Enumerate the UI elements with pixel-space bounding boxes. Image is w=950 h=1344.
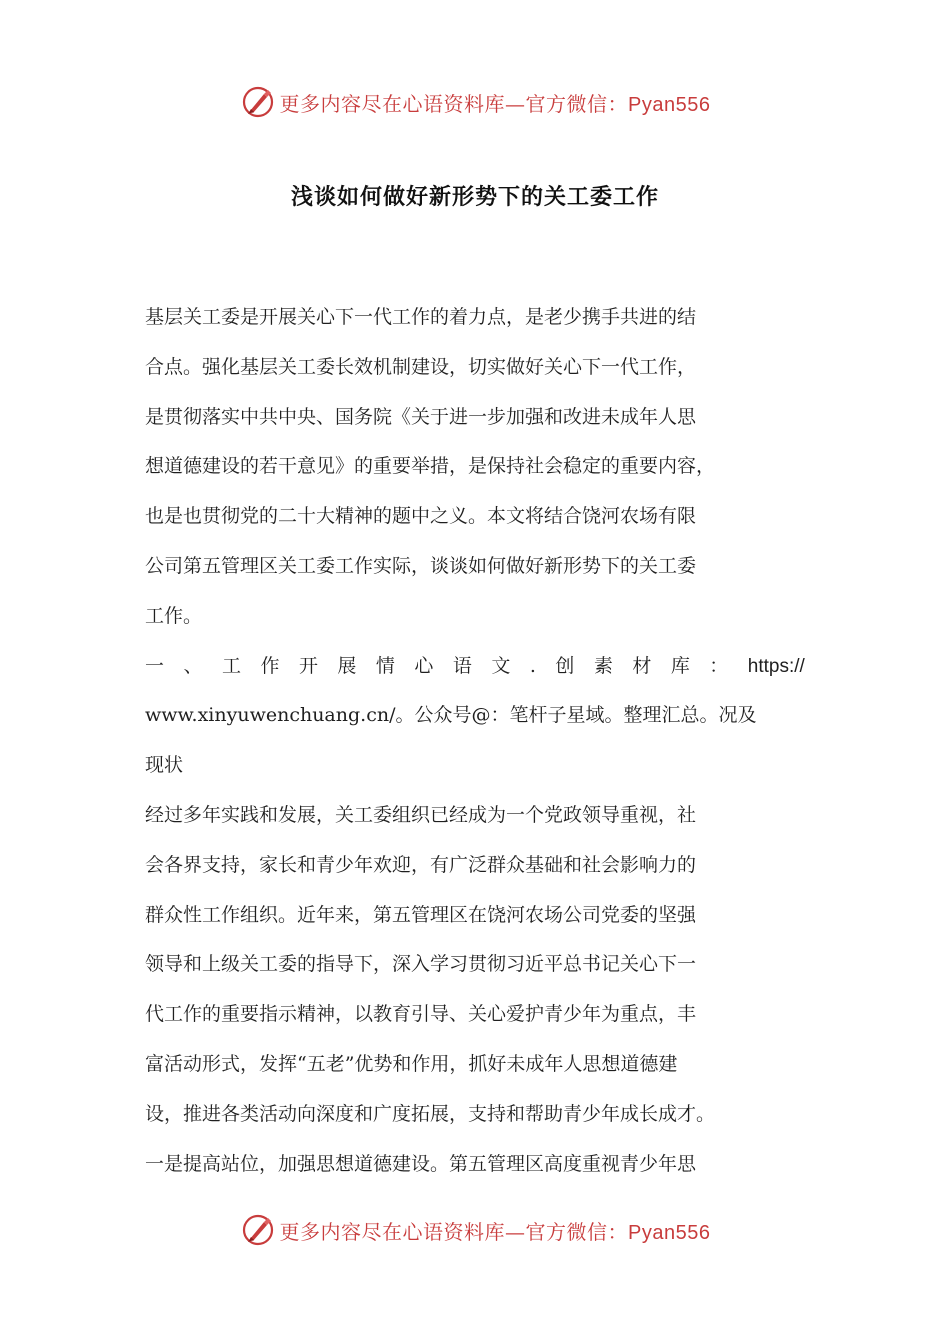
banner-separator: — — [505, 91, 526, 116]
banner-contact-label: 官方微信： — [525, 1219, 629, 1244]
section-heading-line: 现状 — [145, 754, 184, 777]
pen-logo-icon — [240, 84, 276, 120]
paragraph-line: 想道德建设的若干意见》的重要举措，是保持社会稳定的重要内容， — [145, 455, 716, 478]
paragraph-line: 一是提高站位，加强思想道德建设。第五管理区高度重视青少年思 — [145, 1152, 697, 1175]
paragraph-line: 经过多年实践和发展，关工委组织已经成为一个党政领导重视，社 — [145, 803, 697, 826]
paragraph-line: 会各界支持，家长和青少年欢迎，有广泛群众基础和社会影响力的 — [145, 853, 697, 876]
paragraph-line: 领导和上级关工委的指导下，深入学习贯彻习近平总书记关心下一 — [145, 953, 697, 976]
paragraph-line: 也是也贯彻党的二十大精神的题中之义。本文将结合饶河农场有限 — [145, 505, 697, 528]
paragraph-line: 公司第五管理区关工委工作实际，谈谈如何做好新形势下的关工委 — [145, 554, 697, 577]
paragraph-line: 群众性工作组织。近年来，第五管理区在饶河农场公司党委的坚强 — [145, 903, 697, 926]
banner-text — [280, 88, 711, 117]
document-body — [145, 293, 805, 1189]
section-heading-line: www.xinyuwenchuang.cn/。公众号@：笔杆子星域。整理汇总。况及 — [145, 704, 757, 727]
banner-contact-id: Pyan556 — [628, 93, 711, 116]
pen-logo-icon — [240, 1212, 276, 1248]
banner-slogan: 更多内容尽在心语资料库 — [279, 1219, 506, 1244]
paragraph-line: 代工作的重要指示精神，以教育引导、关心爱护青少年为重点，丰 — [145, 1003, 697, 1026]
banner-contact-id: Pyan556 — [628, 1221, 711, 1244]
paragraph-line: 是贯彻落实中共中央、国务院《关于进一步加强和改进未成年人思 — [145, 405, 697, 428]
url-text: https:// — [747, 655, 805, 677]
footer-watermark-banner — [0, 1208, 950, 1252]
paragraph-line: 工作。 — [145, 604, 203, 627]
paragraph-line: 设，推进各类活动向深度和广度拓展，支持和帮助青少年成长成才。 — [145, 1102, 716, 1125]
header-watermark-banner — [0, 80, 950, 124]
page-title: 浅谈如何做好新形势下的关工委工作 — [290, 185, 659, 210]
banner-slogan: 更多内容尽在心语资料库 — [279, 91, 506, 116]
paragraph-line: 基层关工委是开展关心下一代工作的着力点，是老少携手共进的结 — [145, 306, 697, 328]
banner-separator: — — [505, 1219, 526, 1244]
banner-text — [280, 1216, 711, 1245]
section-heading-line: 一 、 工 作 开 展 情 心 语 文 . 创 素 材 库 ： https:// — [145, 642, 805, 692]
paragraph-line: 富活动形式，发挥“五老”优势和作用，抓好未成年人思想道德建 — [145, 1052, 678, 1075]
banner-contact-label: 官方微信： — [525, 91, 629, 116]
paragraph-line: 合点。强化基层关工委长效机制建设，切实做好关心下一代工作， — [145, 355, 697, 378]
